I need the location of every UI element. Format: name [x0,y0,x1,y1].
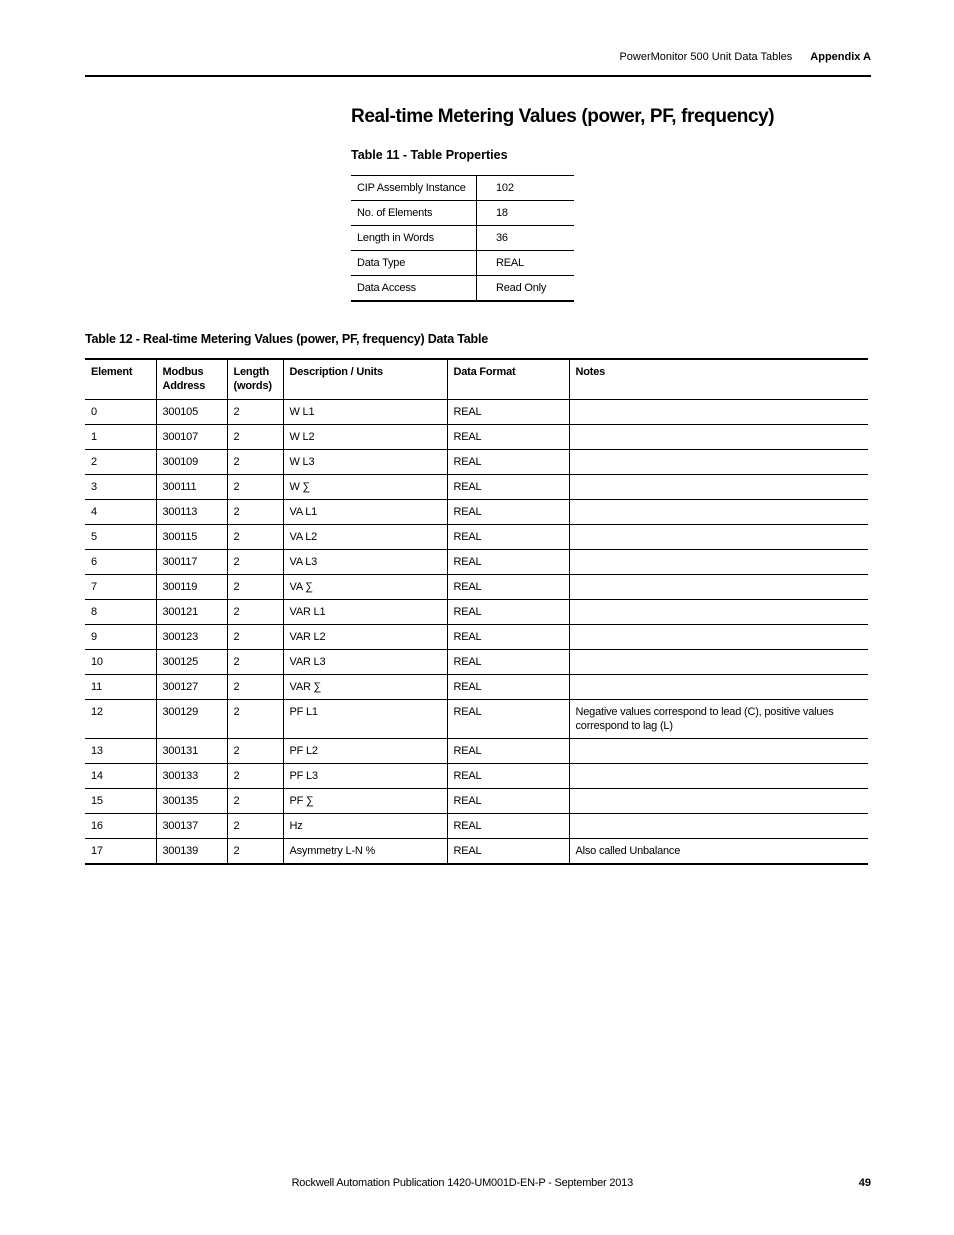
table-row [85,500,868,525]
cell-element: 15 [85,789,156,814]
cell-modbus-address: 300123 [156,625,227,650]
cell-description: PF L2 [283,739,447,764]
table-row [85,450,868,475]
cell-element: 10 [85,650,156,675]
running-header [85,51,871,75]
table-row [85,475,868,500]
cell-data-format: REAL [447,400,569,425]
cell-modbus-address: 300129 [156,700,227,739]
cell-data-format: REAL [447,814,569,839]
page-number: 49 [858,1177,871,1189]
cell-element: 1 [85,425,156,450]
cell-description: VAR ∑ [283,675,447,700]
property-value: 102 [477,176,575,201]
table-row [85,525,868,550]
cell-modbus-address: 300109 [156,450,227,475]
table-row [351,276,574,302]
table-row [85,600,868,625]
cell-data-format: REAL [447,625,569,650]
table-row [85,764,868,789]
cell-description: PF ∑ [283,789,447,814]
cell-length: 2 [227,814,283,839]
cell-data-format: REAL [447,739,569,764]
table-properties [351,175,574,302]
cell-notes [569,500,868,525]
table-row [85,814,868,839]
cell-notes [569,550,868,575]
cell-modbus-address: 300105 [156,400,227,425]
cell-length: 2 [227,625,283,650]
cell-data-format: REAL [447,675,569,700]
cell-element: 17 [85,839,156,865]
cell-description: VA L3 [283,550,447,575]
cell-description: VAR L1 [283,600,447,625]
cell-length: 2 [227,450,283,475]
cell-notes [569,475,868,500]
cell-modbus-address: 300139 [156,839,227,865]
table-row [351,201,574,226]
cell-modbus-address: 300127 [156,675,227,700]
table-row [85,650,868,675]
cell-notes [569,739,868,764]
column-header-modbus-address: Modbus Address [156,359,227,400]
cell-data-format: REAL [447,700,569,739]
cell-data-format: REAL [447,575,569,600]
cell-length: 2 [227,500,283,525]
cell-modbus-address: 300121 [156,600,227,625]
cell-notes [569,450,868,475]
table11-caption: Table 11 - Table Properties [351,148,508,162]
cell-notes [569,600,868,625]
cell-notes [569,575,868,600]
cell-description: W L3 [283,450,447,475]
property-name: No. of Elements [351,201,477,226]
cell-length: 2 [227,789,283,814]
property-value: REAL [477,251,575,276]
cell-description: W L2 [283,425,447,450]
cell-element: 7 [85,575,156,600]
cell-notes [569,764,868,789]
cell-notes [569,625,868,650]
cell-length: 2 [227,475,283,500]
cell-modbus-address: 300115 [156,525,227,550]
cell-description: PF L3 [283,764,447,789]
cell-notes [569,400,868,425]
cell-description: VAR L3 [283,650,447,675]
cell-description: Hz [283,814,447,839]
table-row [351,226,574,251]
property-name: Data Type [351,251,477,276]
table-row [85,675,868,700]
cell-description: Asymmetry L-N % [283,839,447,865]
table-row [85,839,868,865]
cell-notes: Negative values correspond to lead (C), positive values correspond to lag (L) [569,700,868,739]
cell-modbus-address: 300117 [156,550,227,575]
table-row [85,625,868,650]
cell-modbus-address: 300107 [156,425,227,450]
cell-element: 5 [85,525,156,550]
cell-element: 14 [85,764,156,789]
cell-notes [569,789,868,814]
cell-data-format: REAL [447,839,569,865]
cell-modbus-address: 300133 [156,764,227,789]
cell-length: 2 [227,600,283,625]
cell-length: 2 [227,839,283,865]
property-value: 36 [477,226,575,251]
cell-element: 4 [85,500,156,525]
cell-data-format: REAL [447,425,569,450]
table12-caption: Table 12 - Real-time Metering Values (power, PF, frequency) Data Table [85,332,489,346]
cell-description: VA L1 [283,500,447,525]
cell-modbus-address: 300111 [156,475,227,500]
cell-notes [569,525,868,550]
cell-data-format: REAL [447,650,569,675]
table-row [85,575,868,600]
cell-modbus-address: 300125 [156,650,227,675]
cell-element: 3 [85,475,156,500]
cell-description: W ∑ [283,475,447,500]
cell-notes [569,814,868,839]
column-header-element: Element [85,359,156,400]
column-header-description: Description / Units [283,359,447,400]
cell-data-format: REAL [447,550,569,575]
property-value: Read Only [477,276,575,302]
header-appendix: Appendix A [810,51,871,63]
cell-element: 13 [85,739,156,764]
column-header-length: Length (words) [227,359,283,400]
cell-notes [569,675,868,700]
column-header-notes: Notes [569,359,868,400]
cell-data-format: REAL [447,789,569,814]
cell-data-format: REAL [447,764,569,789]
table-row [351,176,574,201]
table-row [85,425,868,450]
cell-length: 2 [227,764,283,789]
metering-data-table [85,358,868,865]
section-title: Real-time Metering Values (power, PF, frequency) [351,106,775,127]
cell-description: VA L2 [283,525,447,550]
property-name: Data Access [351,276,477,302]
cell-element: 16 [85,814,156,839]
cell-description: VA ∑ [283,575,447,600]
header-doc-title: PowerMonitor 500 Unit Data Tables [619,51,793,63]
cell-modbus-address: 300137 [156,814,227,839]
footer-publication: Rockwell Automation Publication 1420-UM001D-EN-P - September 2013 [291,1177,633,1189]
cell-modbus-address: 300119 [156,575,227,600]
table-header-row [85,359,868,400]
cell-length: 2 [227,650,283,675]
cell-modbus-address: 300131 [156,739,227,764]
table-row [351,251,574,276]
cell-element: 0 [85,400,156,425]
cell-element: 8 [85,600,156,625]
cell-element: 2 [85,450,156,475]
property-name: Length in Words [351,226,477,251]
cell-description: PF L1 [283,700,447,739]
table-row [85,739,868,764]
cell-notes [569,650,868,675]
property-value: 18 [477,201,575,226]
table-row [85,789,868,814]
cell-modbus-address: 300135 [156,789,227,814]
cell-description: W L1 [283,400,447,425]
cell-data-format: REAL [447,525,569,550]
cell-notes: Also called Unbalance [569,839,868,865]
column-header-data-format: Data Format [447,359,569,400]
table-row [85,700,868,739]
cell-element: 6 [85,550,156,575]
header-rule [85,75,871,77]
cell-length: 2 [227,700,283,739]
cell-length: 2 [227,550,283,575]
cell-data-format: REAL [447,450,569,475]
cell-data-format: REAL [447,500,569,525]
cell-element: 9 [85,625,156,650]
property-name: CIP Assembly Instance [351,176,477,201]
cell-length: 2 [227,525,283,550]
cell-element: 11 [85,675,156,700]
cell-length: 2 [227,575,283,600]
cell-data-format: REAL [447,475,569,500]
cell-notes [569,425,868,450]
cell-length: 2 [227,675,283,700]
table-row [85,550,868,575]
cell-element: 12 [85,700,156,739]
table-row [85,400,868,425]
cell-length: 2 [227,739,283,764]
cell-length: 2 [227,400,283,425]
cell-data-format: REAL [447,600,569,625]
cell-description: VAR L2 [283,625,447,650]
cell-length: 2 [227,425,283,450]
cell-modbus-address: 300113 [156,500,227,525]
